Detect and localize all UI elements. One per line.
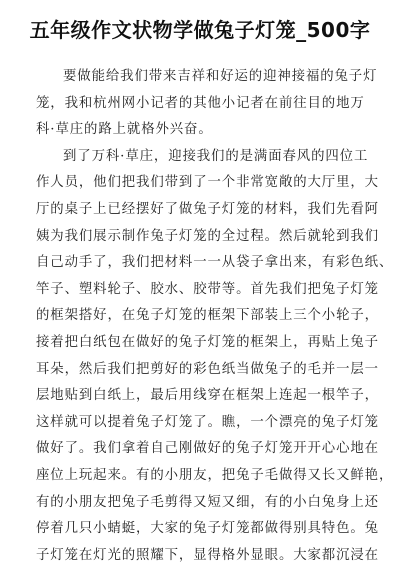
text-line: 层地贴到白纸上，最后用线穿在框架上连起一根竿子， — [36, 388, 379, 404]
text-line: 座位上玩起来。有的小朋友，把兔子毛做得又长又鲜艳， — [36, 467, 394, 483]
text-line: 停着几只小蜻蜓，大家的兔子灯笼都做得别具特色。兔 — [36, 521, 379, 537]
paragraph-1 — [36, 64, 378, 144]
text-line: 科·草庄的路上就格外兴奋。 — [36, 122, 213, 138]
paragraph-2 — [36, 144, 394, 570]
text-line: 这样就可以提着兔子灯笼了。瞧，一个漂亮的兔子灯笼 — [36, 414, 379, 430]
text-line: 的框架搭好，在兔子灯笼的框架下部装上三个小轮子， — [36, 308, 379, 324]
text-line: 要做能给我们带来吉祥和好运的迎神接福的兔子灯 — [63, 69, 378, 84]
text-line: 厅的桌子上已经摆好了做兔子灯笼的材料，我们先看阿 — [36, 201, 379, 217]
text-line: 到了万科·草庄，迎接我们的是满面春风的四位工 — [63, 148, 369, 164]
text-line: 姨为我们展示制作兔子灯笼的全过程。然后就轮到我们 — [36, 228, 379, 244]
text-line: 自己动手了，我们把材料一一从袋子拿出来，有彩色纸、 — [36, 255, 394, 271]
text-line: 作人员，他们把我们带到了一个非常宽敞的大厅里，大 — [36, 175, 379, 191]
text-line: 子灯笼在灯光的照耀下，显得格外显眼。大家都沉浸在 — [36, 547, 379, 563]
text-line: 竿子、塑料轮子、胶水、胶带等。首先我们把兔子灯笼 — [36, 281, 379, 297]
document-title: 五年级作文状物学做兔子灯笼_500字 — [29, 18, 371, 42]
text-line: 笼，我和杭州网小记者的其他小记者在前往目的地万 — [36, 95, 365, 111]
text-line: 耳朵，然后我们把剪好的彩色纸当做兔子的毛并一层一 — [36, 361, 379, 377]
text-line: 有的小朋友把兔子毛剪得又短又细，有的小白兔身上还 — [36, 494, 379, 510]
text-line: 接着把白纸包在做好的兔子灯笼的框架上，再贴上兔子 — [36, 334, 379, 350]
text-line: 做好了。我们拿着自己刚做好的兔子灯笼开开心心地在 — [36, 441, 379, 457]
article-body — [36, 64, 394, 569]
